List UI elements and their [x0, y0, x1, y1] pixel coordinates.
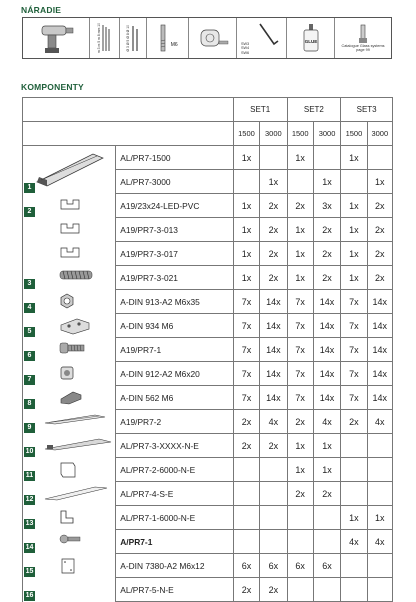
table-row [23, 194, 393, 218]
quantity-cell [287, 578, 313, 602]
quantity-cell [287, 530, 313, 554]
table-row [23, 314, 393, 338]
quantity-cell: 2x [367, 218, 392, 242]
component-code: A-DIN 912-A2 M6x20 [116, 362, 234, 386]
component-number: 9 [24, 423, 35, 433]
component-image-cell [23, 554, 116, 578]
component-number: 14 [25, 543, 34, 551]
components-table [22, 97, 393, 602]
hex-keys-tool [237, 18, 287, 58]
length-header: 1500 [341, 122, 367, 146]
component-code: A19/PR7-3-013 [116, 218, 234, 242]
tap-label: M6 [170, 42, 178, 48]
component-code: A-DIN 7380-A2 M6x12 [116, 554, 234, 578]
component-code: AL/PR7-3000 [116, 170, 234, 194]
length-header: 3000 [313, 122, 340, 146]
quantity-cell: 14x [260, 314, 287, 338]
glue-tool [287, 18, 335, 58]
component-number: 12 [25, 495, 34, 503]
quantity-cell: 4x [367, 530, 392, 554]
component-number: 10 [25, 447, 34, 455]
quantity-cell [341, 482, 367, 506]
quantity-cell: 7x [341, 314, 367, 338]
quantity-cell [367, 554, 392, 578]
component-number: 15 [25, 567, 34, 575]
quantity-cell [367, 482, 392, 506]
component-code: A19/PR7-1 [116, 338, 234, 362]
component-number: 1 [24, 183, 35, 193]
quantity-cell: 7x [233, 362, 259, 386]
quantity-cell: 1x [341, 266, 367, 290]
component-code: A19/PR7-2 [116, 410, 234, 434]
table-row [23, 554, 393, 578]
bolt-icon [59, 341, 85, 355]
table-row [23, 578, 393, 602]
component-number: 13 [25, 519, 34, 527]
quantity-cell: 2x [260, 434, 287, 458]
component-code: AL/PR7-1500 [116, 146, 234, 170]
quantity-cell: 1x [341, 146, 367, 170]
quantity-cell: 7x [233, 314, 259, 338]
quantity-cell: 2x [287, 194, 313, 218]
quantity-cell: 1x [287, 434, 313, 458]
quantity-cell: 2x [233, 410, 259, 434]
component-image-cell [23, 146, 116, 194]
length-header-blank [23, 122, 234, 146]
quantity-cell: 6x [287, 554, 313, 578]
header-blank [23, 98, 234, 122]
set-header: SET1 [233, 98, 287, 122]
quantity-cell [367, 458, 392, 482]
component-image-cell [23, 218, 116, 242]
quantity-cell [341, 170, 367, 194]
quantity-cell: 2x [260, 194, 287, 218]
quantity-cell: 2x [341, 410, 367, 434]
quantity-cell: 14x [313, 338, 340, 362]
glue-label: GLUE [304, 39, 317, 44]
quantity-cell: 14x [367, 290, 392, 314]
quantity-cell: 1x [233, 146, 259, 170]
hex-key-icon [256, 22, 280, 54]
screw-icon [59, 533, 81, 545]
quantity-cell: 1x [233, 194, 259, 218]
quantity-cell: 14x [313, 362, 340, 386]
quantity-cell: 7x [341, 290, 367, 314]
component-number: 7 [24, 375, 35, 385]
quantity-cell: 2x [260, 218, 287, 242]
length-header: 3000 [260, 122, 287, 146]
quantity-cell [233, 458, 259, 482]
quantity-cell: 7x [287, 386, 313, 410]
quantity-cell: 1x [233, 266, 259, 290]
quantity-cell: 14x [260, 290, 287, 314]
quantity-cell: 2x [367, 242, 392, 266]
component-image-cell [23, 290, 116, 314]
quantity-cell [287, 506, 313, 530]
component-code: AL/PR7-3-XXXX-N-E [116, 434, 234, 458]
quantity-cell [260, 506, 287, 530]
clip-icon [59, 221, 81, 235]
component-number: 6 [24, 351, 35, 361]
quantity-cell: 4x [341, 530, 367, 554]
component-code: A-DIN 562 M6 [116, 386, 234, 410]
quantity-cell: 1x [313, 170, 340, 194]
component-code: AL/PR7-1-6000-N-E [116, 506, 234, 530]
clip-icon [59, 245, 81, 259]
flat-profile-icon [43, 485, 109, 501]
component-image-cell [23, 266, 116, 290]
component-image-cell [23, 410, 116, 434]
quantity-cell: 2x [260, 578, 287, 602]
drill-bits-icon [101, 23, 111, 53]
quantity-cell: 1x [287, 218, 313, 242]
quantity-cell [260, 530, 287, 554]
quantity-cell: 2x [313, 266, 340, 290]
drill-bits-tool-2 [120, 18, 147, 58]
length-header: 3000 [367, 122, 392, 146]
quantity-cell [367, 146, 392, 170]
table-row [23, 458, 393, 482]
quantity-cell: 4x [313, 410, 340, 434]
tools-heading: NÁRADIE [21, 5, 62, 15]
tape-measure-icon [195, 27, 229, 49]
quantity-cell: 7x [341, 386, 367, 410]
catalogue-icon [357, 24, 369, 44]
components-heading: KOMPONENTY [21, 82, 84, 92]
length-header: 1500 [287, 122, 313, 146]
tape-measure-tool [189, 18, 237, 58]
component-image-cell [23, 314, 116, 338]
quantity-cell: 7x [341, 362, 367, 386]
quantity-cell [341, 434, 367, 458]
component-image-cell [23, 362, 116, 386]
quantity-cell: 1x [313, 434, 340, 458]
component-image-cell [23, 242, 116, 266]
table-row [23, 266, 393, 290]
quantity-cell: 1x [367, 170, 392, 194]
component-image-cell [23, 338, 116, 362]
quantity-cell [313, 506, 340, 530]
square-nut-icon [59, 365, 75, 381]
panel-icon [59, 557, 77, 575]
table-row [23, 410, 393, 434]
quantity-cell: 7x [287, 314, 313, 338]
plate-icon [59, 461, 77, 479]
quantity-cell: 2x [313, 482, 340, 506]
quantity-cell: 4x [260, 410, 287, 434]
quantity-cell [313, 530, 340, 554]
quantity-cell [233, 170, 259, 194]
quantity-cell: 14x [367, 314, 392, 338]
component-code: AL/PR7-5-N-E [116, 578, 234, 602]
quantity-cell [260, 146, 287, 170]
catalogue-label: Catalogue Glass systems page 99 [341, 43, 385, 52]
drill-bits-tool [90, 18, 120, 58]
quantity-cell [341, 578, 367, 602]
quantity-cell: 1x [287, 266, 313, 290]
component-image-cell [23, 458, 116, 482]
clip-icon [59, 197, 81, 211]
quantity-cell: 2x [313, 218, 340, 242]
quantity-cell [233, 530, 259, 554]
aluminium-profile-icon [35, 148, 105, 188]
table-row [23, 338, 393, 362]
quantity-cell: 3x [313, 194, 340, 218]
component-code: A19/PR7-3-017 [116, 242, 234, 266]
quantity-cell: 2x [287, 410, 313, 434]
component-code: AL/PR7-2-6000-N-E [116, 458, 234, 482]
rail-icon [43, 437, 113, 451]
quantity-cell: 2x [260, 266, 287, 290]
bit-sizes-b: Ø 3 Ø 5 Ø 8 Ø 10 [125, 24, 130, 52]
component-number: 4 [24, 303, 35, 313]
drill-bits-icon [130, 23, 140, 53]
quantity-cell: 7x [287, 338, 313, 362]
table-row [23, 434, 393, 458]
quantity-cell: 2x [233, 578, 259, 602]
quantity-cell: 2x [367, 266, 392, 290]
length-header: 1500 [233, 122, 259, 146]
quantity-cell: 14x [367, 386, 392, 410]
quantity-cell: 14x [313, 290, 340, 314]
hex-nut-icon [59, 293, 75, 309]
table-row [23, 290, 393, 314]
quantity-cell: 1x [287, 458, 313, 482]
quantity-cell [341, 458, 367, 482]
component-image-cell [23, 578, 116, 602]
quantity-cell [233, 482, 259, 506]
drill-icon [36, 21, 76, 55]
component-code: A/PR7-1 [116, 530, 234, 554]
bit-sizes-a: m 3 m 5 m 8 mm 10 [97, 22, 102, 54]
drill-tool [23, 18, 90, 58]
quantity-cell: 6x [233, 554, 259, 578]
quantity-cell: 14x [260, 386, 287, 410]
table-row [23, 218, 393, 242]
set-header: SET2 [287, 98, 341, 122]
quantity-cell: 1x [287, 242, 313, 266]
component-code: A-DIN 934 M6 [116, 314, 234, 338]
quantity-cell [233, 506, 259, 530]
quantity-cell [287, 170, 313, 194]
tap-tool [147, 18, 189, 58]
table-row [23, 242, 393, 266]
quantity-cell: 1x [341, 506, 367, 530]
quantity-cell: 1x [233, 242, 259, 266]
quantity-cell: 2x [287, 482, 313, 506]
quantity-cell: 7x [287, 362, 313, 386]
quantity-cell: 14x [367, 362, 392, 386]
quantity-cell [260, 458, 287, 482]
quantity-cell: 14x [367, 338, 392, 362]
component-image-cell [23, 194, 116, 218]
quantity-cell: 6x [313, 554, 340, 578]
set-screw-icon [59, 269, 93, 281]
component-number: 3 [24, 279, 35, 289]
component-image-cell [23, 506, 116, 530]
quantity-cell: 2x [233, 434, 259, 458]
quantity-cell: 1x [233, 218, 259, 242]
quantity-cell: 14x [313, 314, 340, 338]
component-number: 8 [24, 399, 35, 409]
component-image-cell [23, 434, 116, 458]
quantity-cell: 14x [260, 362, 287, 386]
component-number: 16 [25, 591, 34, 599]
rail-icon [43, 413, 107, 425]
component-code: A19/23x24-LED-PVC [116, 194, 234, 218]
quantity-cell: 2x [367, 194, 392, 218]
component-image-cell [23, 530, 116, 554]
set-header: SET3 [341, 98, 393, 122]
component-code: A-DIN 913-A2 M6x35 [116, 290, 234, 314]
quantity-cell: 1x [313, 458, 340, 482]
component-number: 2 [24, 207, 35, 217]
component-number: 11 [25, 471, 34, 479]
quantity-cell: 14x [260, 338, 287, 362]
quantity-cell [367, 578, 392, 602]
hex-keys-label: SW3 SW4 SW6 [240, 41, 250, 55]
quantity-cell [313, 146, 340, 170]
component-code: AL/PR7-4-S-E [116, 482, 234, 506]
quantity-cell: 6x [260, 554, 287, 578]
block-icon [59, 317, 91, 335]
quantity-cell: 14x [313, 386, 340, 410]
quantity-cell: 7x [341, 338, 367, 362]
quantity-cell: 1x [341, 194, 367, 218]
quantity-cell [367, 434, 392, 458]
quantity-cell: 2x [260, 242, 287, 266]
table-row [23, 482, 393, 506]
quantity-cell: 1x [341, 218, 367, 242]
quantity-cell: 2x [313, 242, 340, 266]
quantity-cell: 7x [233, 290, 259, 314]
angle-icon [59, 509, 75, 525]
quantity-cell: 1x [341, 242, 367, 266]
wedge-icon [59, 389, 83, 405]
quantity-cell: 4x [367, 410, 392, 434]
tap-icon [157, 23, 169, 53]
component-image-cell [23, 482, 116, 506]
quantity-cell: 1x [367, 506, 392, 530]
quantity-cell: 1x [287, 146, 313, 170]
quantity-cell: 7x [233, 338, 259, 362]
component-code: A19/PR7-3-021 [116, 266, 234, 290]
table-row [23, 386, 393, 410]
table-row [23, 362, 393, 386]
table-row [23, 506, 393, 530]
table-row [23, 146, 393, 170]
table-row [23, 530, 393, 554]
tools-strip [22, 17, 392, 59]
component-number: 5 [24, 327, 35, 337]
quantity-cell: 7x [287, 290, 313, 314]
quantity-cell: 7x [233, 386, 259, 410]
quantity-cell [260, 482, 287, 506]
glue-bottle-icon [301, 23, 321, 53]
quantity-cell [313, 578, 340, 602]
quantity-cell: 1x [260, 170, 287, 194]
catalogue-tool [335, 18, 391, 58]
component-image-cell [23, 386, 116, 410]
quantity-cell [341, 554, 367, 578]
